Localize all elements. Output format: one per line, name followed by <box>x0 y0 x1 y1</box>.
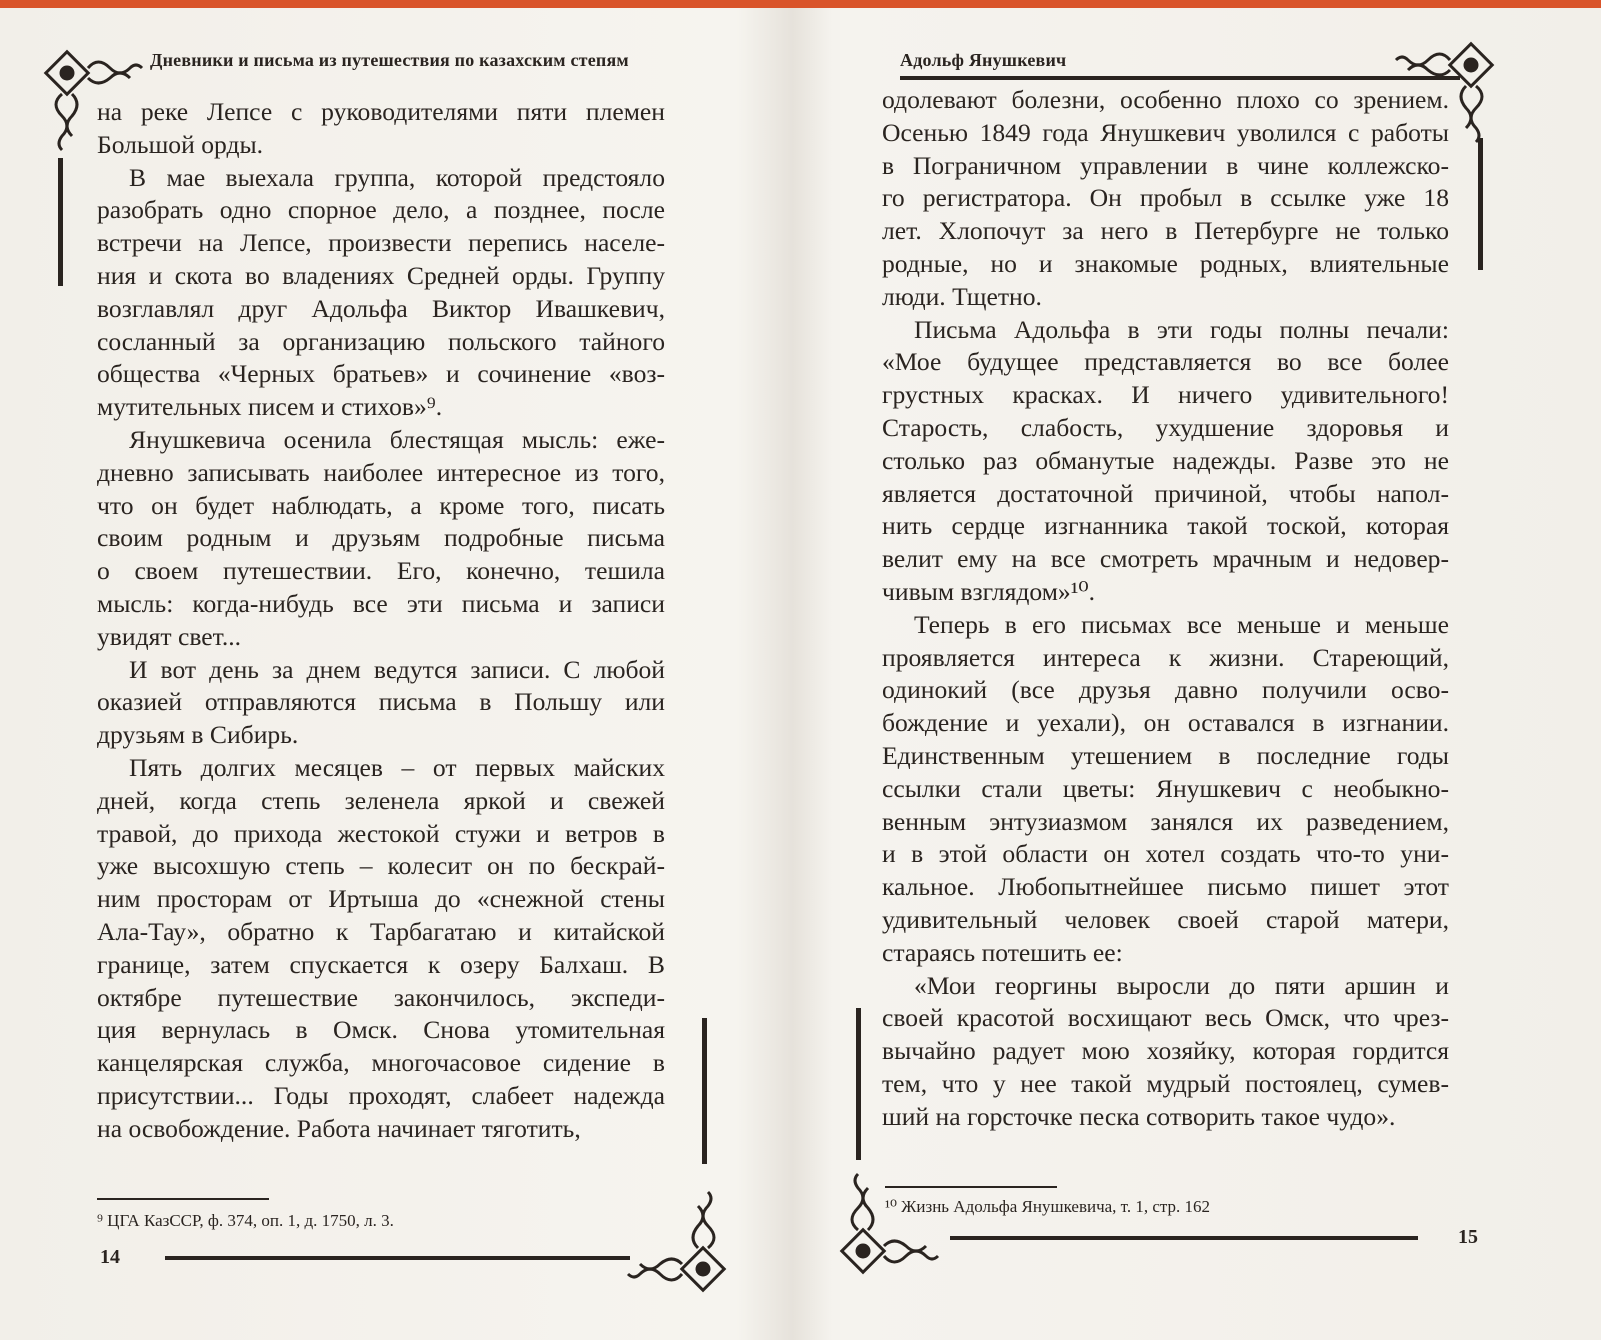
text-line: увидят свет... <box>97 621 242 651</box>
margin-bar <box>1478 138 1483 270</box>
running-head: Дневники и письма из путешествия по казахским степям <box>150 50 629 70</box>
footnote: ⁹ ЦГА КазССР, ф. 374, оп. 1, д. 1750, л. 3. <box>97 1211 394 1230</box>
text-line: октябре путешествие закончилось, экспеди- <box>97 982 665 1012</box>
text-line: уже высохшую степь – колесит он по бескрай- <box>97 851 665 881</box>
right-page <box>800 8 1601 1340</box>
corner-ornament-icon <box>836 1158 944 1278</box>
text-line: и в этой области он хотел создать что-то уни- <box>882 839 1449 869</box>
margin-bar <box>58 158 63 286</box>
text-line: столько раз обманутые надежды. Разве это не <box>882 445 1449 475</box>
text-line: о своем путешествии. Его, конечно, тешила <box>97 556 665 586</box>
footnote-rule <box>885 1186 1057 1188</box>
text-line: дней, когда степь зеленела яркой и свежей <box>97 785 665 815</box>
text-line: И вот день за днем ведутся записи. С любой <box>129 654 665 684</box>
page-number: 14 <box>100 1246 120 1268</box>
text-line: бождение и уехали), он оставался в изгнании. <box>882 708 1449 738</box>
text-line: ния и скота во владениях Средней орды. Группу <box>97 260 665 290</box>
book-spread <box>0 8 1601 1340</box>
text-line: люди. Тщетно. <box>882 281 1042 311</box>
text-line: на реке Лепсе с руководителями пяти племен <box>97 97 665 126</box>
text-line: травой, до прихода жестокой стужи и ветров в <box>97 818 665 848</box>
paragraph <box>882 314 1449 609</box>
text-line: ция вернулась в Омск. Снова утомительная <box>97 1015 665 1045</box>
text-line: дневно записывать наиболее интересное из того, <box>97 457 665 487</box>
top-edge-band <box>0 0 1601 8</box>
running-head: Адольф Янушкевич <box>900 50 1067 70</box>
footer-rule <box>950 1236 1418 1240</box>
text-line: Единственным утешением в последние годы <box>882 740 1449 770</box>
text-line: мутительных писем и стихов»⁹. <box>97 392 443 422</box>
text-line: что он будет наблюдать, а кроме того, писать <box>97 490 665 520</box>
paragraph <box>97 654 665 752</box>
text-line: разобрать одно спорное дело, а позднее, после <box>97 195 665 225</box>
text-line: кальное. Любопытнейшее письмо пишет этот <box>882 872 1449 902</box>
text-line: одолевают болезни, особенно плохо со зрением. <box>882 85 1449 114</box>
text-line: Теперь в его письмах все меньше и меньше <box>914 609 1449 639</box>
header-rule <box>900 76 1460 80</box>
text-line: в Пограничном управлении в чине коллежско- <box>882 150 1449 180</box>
text-line: проявляется интереса к жизни. Стареющий, <box>882 642 1449 672</box>
text-line: Осенью 1849 года Янушкевич уволился с работы <box>882 117 1449 147</box>
text-line: ссылки стали цветы: Янушкевич с необыкно- <box>882 773 1449 803</box>
footer-rule <box>165 1256 630 1260</box>
text-line: возглавлял друг Адольфа Виктор Ивашкевич, <box>97 293 665 323</box>
left-page <box>0 8 790 1340</box>
footnote: ¹⁰ Жизнь Адольфа Янушкевича, т. 1, стр. 162 <box>885 1197 1211 1216</box>
text-line: стараясь потешить ее: <box>882 937 1123 967</box>
text-line: одинокий (все друзья давно получили осво- <box>882 675 1449 705</box>
text-line: ним просторам от Иртыша до «снежной стены <box>97 884 665 914</box>
paragraph <box>97 96 665 162</box>
text-line: удивительный человек своей старой матери, <box>882 904 1449 934</box>
body-text <box>97 96 665 1146</box>
text-line: родные, но и знакомые родных, влиятельные <box>882 248 1449 278</box>
text-line: Янушкевича осенила блестящая мысль: еже- <box>129 424 665 454</box>
text-line: канцелярская служба, многочасовое сидение в <box>97 1048 665 1078</box>
text-line: Ала-Тау», обратно к Тарбагатаю и китайской <box>97 916 665 946</box>
text-line: лет. Хлопочут за него в Петербурге не только <box>882 216 1449 246</box>
body-text <box>882 84 1449 1134</box>
text-line: венным энтузиазмом занялся их разведением, <box>882 806 1449 836</box>
paragraph <box>97 424 665 654</box>
text-line: велит ему на все смотреть мрачным и недовер- <box>882 544 1449 574</box>
margin-bar <box>702 1018 707 1164</box>
text-line: присутствии... Годы проходят, слабеет надежда <box>97 1080 665 1110</box>
paragraph <box>882 609 1449 970</box>
text-line: является достаточной причиной, чтобы напол- <box>882 478 1449 508</box>
text-line: Старость, слабость, ухудшение здоровья и <box>882 412 1449 442</box>
text-line: «Мое будущее представляется во все более <box>882 347 1449 377</box>
text-line: Пять долгих месяцев – от первых майских <box>129 752 665 782</box>
corner-ornament-icon <box>622 1176 730 1296</box>
text-line: ший на горсточке песка сотворить такое чудо». <box>882 1101 1396 1131</box>
text-line: «Мои георгины выросли до пяти аршин и <box>914 970 1449 1000</box>
text-line: грустных красках. И ничего удивительного! <box>882 380 1449 410</box>
text-line: нить сердце изгнанника такой тоской, которая <box>882 511 1449 541</box>
paragraph <box>97 162 665 424</box>
text-line: тем, что у нее такой мудрый постоялец, сумев- <box>882 1068 1449 1098</box>
text-line: друзьям в Сибирь. <box>97 720 299 750</box>
text-line: Большой орды. <box>97 129 264 159</box>
text-line: оказией отправляются письма в Польшу или <box>97 687 665 717</box>
text-line: вычайно радует мою хозяйку, которая гордится <box>882 1036 1449 1066</box>
text-line: В мае выехала группа, которой предстояло <box>129 162 665 192</box>
text-line: мысль: когда-нибудь все эти письма и записи <box>97 588 665 618</box>
text-line: границе, затем спускается к озеру Балхаш. В <box>97 949 665 979</box>
text-line: своей красотой восхищают весь Омск, что чрез- <box>882 1003 1449 1033</box>
page-number: 15 <box>1458 1226 1478 1248</box>
text-line: своим родным и друзьям подробные письма <box>97 523 665 553</box>
paragraph <box>97 752 665 1146</box>
paragraph <box>882 84 1449 314</box>
paragraph <box>882 970 1449 1134</box>
text-line: Письма Адольфа в эти годы полны печали: <box>914 314 1449 344</box>
footnote-rule <box>97 1198 269 1200</box>
margin-bar <box>856 1008 861 1160</box>
text-line: на освобождение. Работа начинает тяготить, <box>97 1113 581 1143</box>
text-line: общества «Черных братьев» и сочинение «воз- <box>97 359 665 389</box>
text-line: сосланный за организацию польского тайного <box>97 326 665 356</box>
text-line: го регистратора. Он пробыл в ссылке уже 18 <box>882 183 1449 213</box>
text-line: встречи на Лепсе, произвести перепись населе- <box>97 228 665 258</box>
text-line: чивым взглядом»¹⁰. <box>882 576 1096 606</box>
